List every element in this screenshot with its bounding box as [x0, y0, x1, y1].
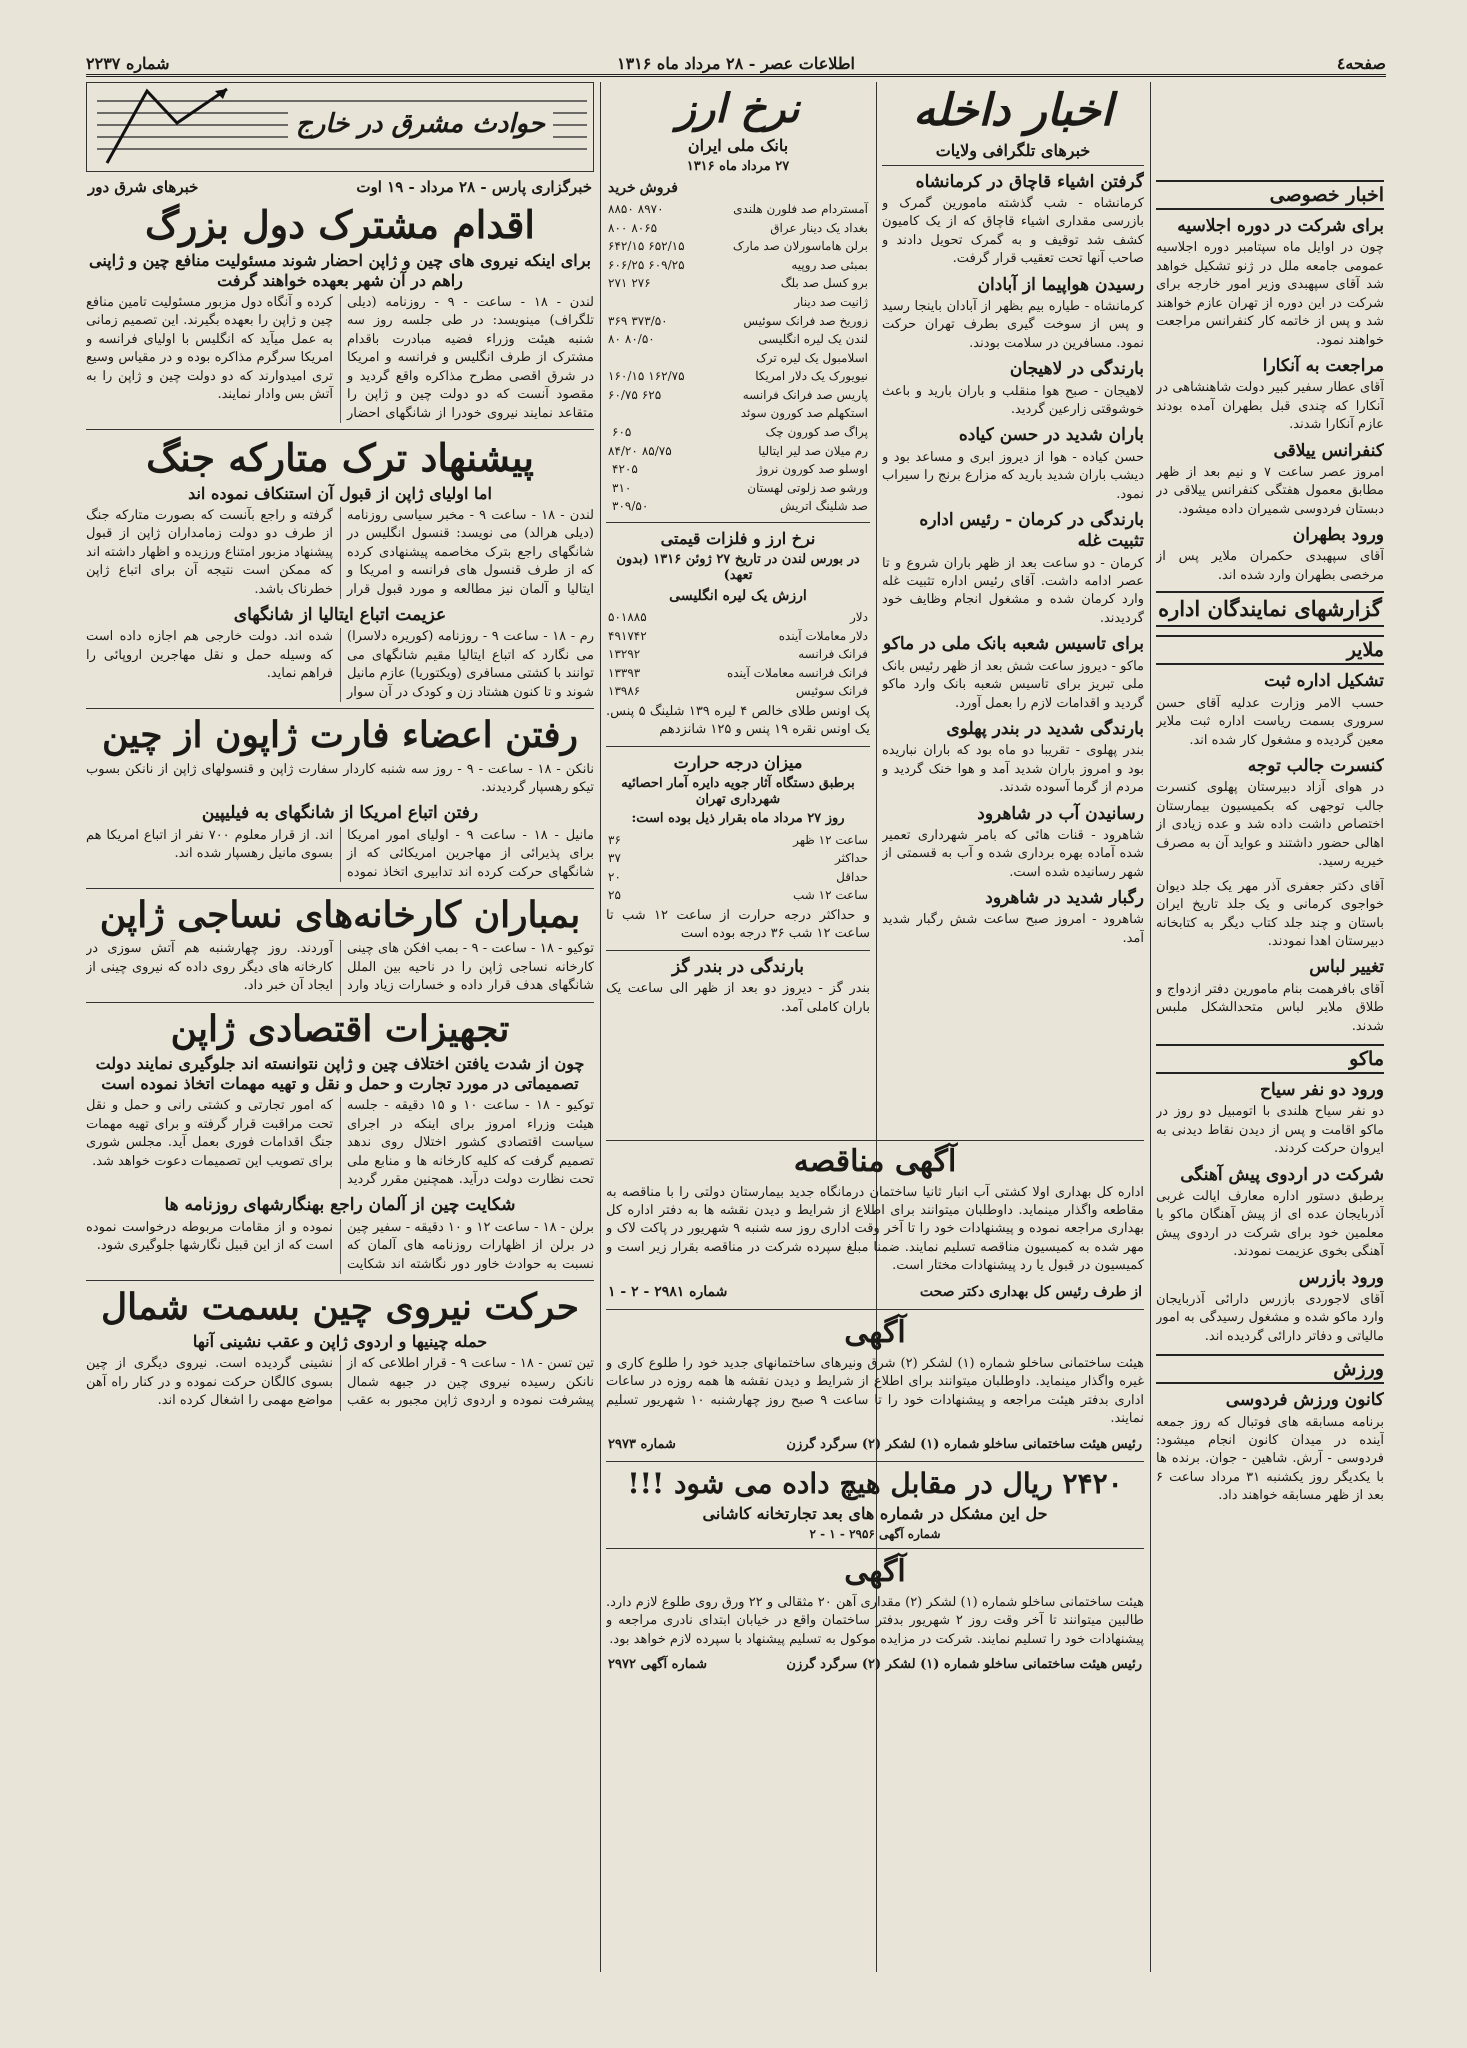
foreign-logo-text: حوادث مشرق در خارج	[288, 109, 553, 139]
table-cell: ۶۲۵	[641, 387, 662, 402]
table-cell: فرانک فرانسه	[798, 647, 868, 662]
headline: کانون ورزش فردوسی	[1225, 1390, 1384, 1411]
table-cell: برلن هاماسورلان صد مارک	[732, 239, 868, 254]
table-row	[606, 849, 870, 868]
table-row	[606, 423, 870, 442]
domestic-title: اخبار داخله	[913, 85, 1113, 136]
headline: رگبار شدید در شاهرود	[985, 888, 1144, 909]
table-cell: ۳۶	[608, 832, 621, 847]
table-cell: ۶۰/۷۵	[608, 387, 638, 402]
subheadline: اما اولیای ژاپن از قبول آن استنکاف نموده اند	[188, 483, 492, 503]
table-cell: ۴۹۱۷۴۲	[608, 628, 647, 643]
ad-banner-sub: حل این مشکل در شماره های بعد تجارتخانه کاشانی	[702, 1504, 1048, 1524]
table-cell: ۶۰۹/۲۵	[648, 257, 685, 272]
article-body: آقای بافرهمت بنام مامورین دفتر ازدواج و طلاق ملایر لباس متحدالشکل ملبس شدند.	[1156, 981, 1384, 1034]
weather-table	[606, 831, 870, 905]
table-row	[606, 404, 870, 423]
table-cell: ۸۰	[608, 332, 621, 347]
table-cell: دلار	[850, 610, 868, 625]
ad-2-footer	[606, 1435, 1144, 1455]
article-body: در هوای آزاد دبیرستان پهلوی کنسرت جالب توجهی که بکمیسیون بیمارستان اختصاص داشت داده شد و عده زیادی از اهالی حضور داشتند و عواید آن به مصرف خیریه رسید.	[1156, 780, 1384, 870]
subheadline: برای اینکه نیروی های چین و ژاپن احضار شوند مسئولیت منافع چین و ژاپنی راهم در آن شهر بعهده خواهند گرفت	[89, 250, 591, 290]
weather-note: و حداکثر درجه حرارت از ساعت ۱۲ شب تا ساعت ۱۲ شب ۳۶ درجه بوده است	[606, 908, 870, 942]
headline: کنسرت جالب توجه	[1247, 756, 1384, 777]
col-sell: فروش	[639, 180, 678, 197]
headline-bombing: بمباران کارخانه‌های نساجی ژاپن	[99, 894, 581, 937]
table-cell: ۸۵/۷۵	[641, 443, 672, 458]
article-body: آقای دکتر جعفری آذر مهر یک جلد دیوان خواجوی کرمانی و یک جلد تاریخ ایران باستان و چند جلد کتاب دیگر به کتابخانه دبیرستان اهدا نمودند.	[1156, 878, 1384, 949]
table-row	[606, 200, 870, 219]
column-domestic	[882, 82, 1144, 1132]
table-cell: ۲۵	[608, 888, 621, 903]
headline: باران شدید در حسن کیاده	[958, 425, 1144, 446]
agency: خبرگزاری پارس - ۲۸ مرداد - ۱۹ اوت	[356, 178, 592, 196]
table-row	[606, 645, 870, 664]
section-correspondents: گزارشهای نمایندگان اداره	[1156, 591, 1384, 627]
foreign-news-logo	[86, 82, 594, 172]
column-foreign	[86, 82, 594, 1972]
article-body: لندن - ۱۸ - ساعت - ۹ - روزنامه (دیلی تلگراف) مینویسد: در طی جلسه روز سه شنبه هیئت وزراء فضیه مبادرت باقدام مشترک از طرف انگلیس و فرانسه و امریکا در شرق اقصی مطرح مذاکره واقع گردید و مقصود آنست که دو دولت چین و ژاپن را متقاعد نمایند نیروی خودرا از شانگهای احضار کرده و آنگاه دول مزبور مسئولیت تامین منافع چین و ژاپن را بعهده بگیرند. این تصمیم زمانی به عمل میآید که انگلیس با اولیای فرانسه و امریکا سرگرم مذاکره بوده و در مقیاس وسیع تری امیدوارند که دو دولت چین و ژاپن را به آتش بس وادار نمایند.	[86, 294, 594, 421]
table-cell: ۶۰۵	[612, 425, 632, 440]
table-row	[606, 237, 870, 256]
table-cell: زوریخ صد فرانک سوئیس	[743, 313, 868, 328]
article-body: برلن - ۱۸ - ساعت ۱۲ و ۱۰ دقیقه - سفیر چین در برلن از اظهارات روزنامه های آلمان که نسبت به حوادث خاور دور نگاشته اند شکایت نموده و از مقامات مربوطه درخواست نموده است که از این قبیل نگارشها جلوگیری شود.	[86, 1219, 594, 1272]
ad-3-footer	[606, 1655, 1144, 1675]
headline-economic: تجهیزات اقتصادی ژاپن	[170, 1007, 510, 1050]
table-cell: ۱۶۲/۷۵	[648, 369, 685, 384]
article-body: بندر پهلوی - تقریبا دو ماه بود که باران نباریده بود و امروز باران شدید آمد و هوا خنک گردید و مردم از گرما آسوده شدند.	[882, 743, 1144, 796]
masthead-date: اطلاعات عصر - ۲۸ مرداد ماه ۱۳۱۶	[616, 54, 855, 73]
table-cell: ۲۷۶	[631, 276, 651, 291]
table-row	[606, 682, 870, 701]
table-row	[606, 627, 870, 646]
table-cell	[606, 404, 610, 423]
column-right	[1156, 82, 1384, 1972]
ad-tender-number: شماره ۲۹۸۱ - ۲ - ۱	[608, 1283, 728, 1300]
table-cell: ۸۸۵۰	[608, 201, 634, 216]
subheadline: حمله چینیها و اردوی ژاپن و عقب نشینی آنها	[192, 1332, 488, 1352]
weather-subtitle: برطبق دستگاه آثار جویه دایره آمار احصائیه شهرداری تهران	[621, 775, 855, 808]
masthead	[86, 54, 1386, 77]
section-maku: ماکو	[1156, 1044, 1384, 1074]
table-row	[606, 460, 870, 479]
table-cell: ۱۳۹۸۶	[608, 684, 641, 699]
metals-note: پک اونس طلای خالص ۴ لیره ۱۳۹ شلینگ ۵ پنس. یک اونس نقره ۱۹ پنس و ۱۲۵ شانزدهم	[606, 704, 870, 738]
headline: گرفتن اشیاء قاچاق در کرمانشاه	[915, 171, 1144, 192]
article-body: توکیو - ۱۸ - ساعت - ۹ - بمب افکن های چینی کارخانه نساجی ژاپن را در ناحیه بین الملل شانگهای هدف قرار داده و خسارات زیاد وارد آوردند. روز چهارشنبه هم آتش سوزی در کارخانه های دیگر روی داده که نیروی چینی از ایجاد آن خبر داد.	[86, 941, 594, 994]
article-body: چون در اوایل ماه سپتامبر دوره اجلاسیه عمومی جامعه ملل در ژنو تشکیل خواهد شد آقای سپهبدی وزیر امور خارجه برای شرکت در این دوره از تهران عازم خواهند شد و پس از خاتمه کار کنفرانس مراجعت خواهند نمود.	[1156, 240, 1384, 348]
headline: شرکت در اردوی پیش آهنگی	[1180, 1164, 1384, 1185]
table-cell: صد شلینگ اتریش	[779, 499, 868, 514]
far-east-banner: خبرهای شرق دور	[88, 178, 199, 196]
headline: ورود بطهران	[1292, 525, 1384, 546]
headline: ورود بازرس	[1298, 1267, 1384, 1288]
table-cell	[606, 293, 610, 312]
table-cell: ساعت ۱۲ ظهر	[793, 832, 868, 847]
issue-number: شماره ۲۲۳۷	[86, 54, 170, 73]
section-malayer: ملایر	[1156, 635, 1384, 665]
ads-area	[606, 1140, 1144, 1973]
table-cell: بمبئی صد روپیه	[791, 257, 868, 272]
currency-table	[606, 200, 870, 516]
table-cell: لندن یک لیره انگلیسی	[758, 332, 868, 347]
headline: بارندگی شدید در بندر پهلوی	[946, 718, 1144, 739]
weather-title: میزان درجه حرارت	[673, 752, 803, 772]
table-row	[606, 886, 870, 905]
table-cell	[606, 479, 610, 498]
table-cell: ۱۳۳۹۳	[608, 665, 641, 680]
article-body: ماکو - دیروز ساعت شش بعد از ظهر رئیس بانک ملی تبریز برای تاسیس شعبه بانک وارد ماکو گردید و اقدامات لازم را بعمل آورد.	[882, 658, 1144, 711]
table-cell	[610, 293, 614, 312]
article-body: شاهرود - امروز صبح ساعت شش رگبار شدید آمد.	[882, 912, 1144, 946]
ad-2-sign: رئیس هیئت ساختمانی ساخلو شماره (۱) لشکر (۲) سرگرد گرزن	[786, 1436, 1142, 1452]
table-cell: ۶۴۲/۱۵	[608, 239, 645, 254]
table-cell	[606, 423, 610, 442]
table-cell: ورشو صد زلوتی لهستان	[747, 480, 868, 495]
table-cell: ساعت ۱۲ شب	[792, 888, 868, 903]
headline: رسیدن هواپیما از آبادان	[977, 274, 1144, 295]
column-rule	[600, 82, 601, 1972]
table-cell: پراگ صد کورون چک	[765, 425, 868, 440]
article-body: حسب الامر وزارت عدلیه آقای حسن سروری بسمت ریاست اداره ثبت ملایر معین گردیده و مشغول کار شده اند.	[1156, 695, 1384, 748]
table-cell: اسلامبول یک لیره ترک	[756, 350, 868, 365]
headline-joint-action: اقدام مشترک دول بزرگ	[145, 202, 535, 248]
ad-2-title: آگهی	[844, 1315, 906, 1351]
table-cell: بغداد یک دینار عراق	[770, 220, 868, 235]
ad-tender-body: اداره کل بهداری اولا کشتی آب انبار ثانیا ساختمان درمانگاه جدید بیمارستان دولتی را با مناقصه به مقاطعه واگذار مینماید. داوطلبان میتوانند برای اطلاع از شرایط و دیدن نقشه ها به دفتر اداره کل بهداری مراجعه نموده و پیشنهادات خود را تا آخر وقت اداری روز سه شنبه ۹ شهریور در پاکت لاک و مهر شده به کمیسیون مناقصه تسلیم نمایند. ضمنا مبلغ سپرده شرکت در مناقصه بقرار زیر است و کمیسیون در قبول یا رد پیشنهادات مختار است.	[606, 1184, 1144, 1274]
rain-title: بارندگی در بندر گز	[671, 956, 805, 977]
subheadline: چون از شدت یافتن اختلاف چین و ژاپن نتوانسته اند جلوگیری نمایند دولت تصمیماتی در مورد تجارت و حمل و نقل و تهیه مهمات اتخاذ نموده است	[95, 1054, 585, 1094]
headline: تغییر لباس	[1309, 957, 1384, 978]
table-cell: حداکثر	[834, 851, 868, 866]
table-row	[606, 442, 870, 461]
article-body: دو نفر سیاح هلندی با اتومبیل دو روز در ماکو اقامت و پس از دیدن نقاط دیدنی به ایروان حرکت کردند.	[1156, 1104, 1384, 1157]
table-cell: ۳۰۹/۵۰	[612, 499, 649, 514]
ad-3-number: شماره آگهی ۲۹۷۲	[608, 1656, 708, 1672]
headline: ورود دو نفر سیاح	[1260, 1080, 1384, 1101]
table-row	[606, 664, 870, 683]
article-body: کرمانشاه - شب گذشته مامورین گمرک و بازرسی مقداری اشیاء قاچاق که از یک کامیون کشف شد توقیف و به گمرک تحویل دادند و صاحب آنها تحت تعقیب قرار گرفت.	[882, 195, 1144, 267]
article-body: نانکن - ۱۸ - ساعت - ۹ - روز سه شنبه کاردار سفارت ژاپن و قنسولهای ژاپن از نانکن بسوب تیکو رهسپار گردیدند.	[86, 761, 594, 795]
article-body: شاهرود - قنات هائی که بامر شهرداری تعمیر شده آماده بهره برداری شده و آب به قسمتی از شهر رسانیده شده است.	[882, 827, 1144, 880]
section-private-news: اخبار خصوصی	[1156, 180, 1384, 210]
table-row	[606, 497, 870, 516]
headline-embassy: رفتن اعضاء فارت ژاپون از چین	[102, 714, 578, 757]
article-body: برطبق دستور اداره معارف ایالت غربی آذربایجان عده ای از پیش آهنگان ماکو با معلمین خود برای شرکت در اردوی پیش آهنگی بخوی عزیمت نمودند.	[1156, 1188, 1384, 1260]
ad-banner-number: شماره آگهی ۲۹۵۶ - ۱ - ۲	[809, 1527, 941, 1542]
table-cell: ۱۳۲۹۲	[608, 647, 641, 662]
article-body: مانیل - ۱۸ - ساعت ۹ - اولیای امور امریکا برای پذیرائی از مهاجرین امریکائی که از شانگهای حرکت کرده اند تدابیری اتخاذ نموده اند. از قرار معلوم ۷۰۰ نفر از اتباع امریکا هم بسوی مانیل رهسپار شده اند.	[86, 827, 594, 880]
table-cell: ۳۱۰	[612, 480, 632, 495]
ad-3-sign: رئیس هیئت ساختمانی ساخلو شماره (۱) لشکر (۲) سرگرد گرزن	[786, 1656, 1142, 1672]
table-cell: ۶۵۲/۱۵	[648, 239, 685, 254]
table-row	[606, 386, 870, 405]
table-cell: ۸۹۷۰	[637, 201, 664, 216]
ad-tender-sign: از طرف رئیس کل بهداری دکتر صحت	[919, 1283, 1142, 1300]
table-cell: ۲۰	[608, 869, 621, 884]
table-cell	[610, 404, 614, 423]
headline: برای شرکت در دوره اجلاسیه	[1177, 216, 1384, 236]
currency-date: ۲۷ مرداد ماه ۱۳۱۶	[686, 159, 790, 174]
headline: بارندگی در لاهیجان	[1009, 359, 1144, 380]
article-body: کرمان - دو ساعت بعد از ظهر باران شروع و تا عصر ادامه داشت. آقای رئیس اداره تثبیت غله وارد کرمان شده و مشغول انجام وظایف خود گردیدند.	[882, 555, 1144, 626]
table-row	[606, 868, 870, 887]
table-row	[606, 274, 870, 293]
headline: رسانیدن آب در شاهرود	[977, 803, 1144, 824]
column-currency	[606, 82, 870, 1132]
table-cell: ۸۰۶۵	[631, 220, 658, 235]
article-body: برنامه مسابقه های فوتبال که روز جمعه آینده در میدان کانون انجام میشود: فردوسی - آرش. شاهین - جوان. برنده ها با یکدیگر روز یکشنبه ۳۱ مرداد ساعت ۶ بعد از ظهر مسابقه خواهند داد.	[1156, 1414, 1384, 1504]
col-buy: خرید	[608, 180, 636, 197]
table-cell: دلار معاملات آینده	[778, 628, 868, 643]
headline: رفتن اتباع امریکا از شانگهای به فیلیپین	[201, 803, 479, 824]
table-cell: پاریس صد فرانک فرانسه	[742, 387, 868, 402]
headline: تشکیل اداره ثبت	[1264, 671, 1384, 692]
table-row	[606, 831, 870, 850]
table-cell	[606, 349, 610, 368]
table-cell	[610, 349, 614, 368]
domestic-subtitle: خبرهای تلگرافی ولایات	[882, 141, 1144, 166]
article-body: لندن - ۱۸ - ساعت ۹ - مخبر سیاسی روزنامه (دیلی هرالد) می نویسد: قنسول انگلیس در شانگهای راجع بترک مخاصمه پیشنهادی کرده که از طرف قنسول های فرانسه و امریکا و ایتالیا و آلمان نیز مطالعه و مورد قبول قرار گرفته و راجع بآنست که بصورت متارکه جنگ از طرف دو دولت زمامداران ژاپن از قبول پیشنهاد مزبور امتناع ورزیده و اظهار داشته اند که ممکن است نتیجه آن برای اتباع ژاپن خطرناک باشد.	[86, 507, 594, 597]
table-cell: نیویورک یک دلار امریکا	[755, 369, 868, 384]
column-rule	[1150, 82, 1151, 1972]
article-body: تین تسن - ۱۸ - ساعت ۹ - قرار اطلاعی که از نانکن رسیده نیروی چین در جبهه شمال پیشرفت نموده و اردوی ژاپن مجبور به عقب نشینی گردیده است. نیروی دیگری از چین بسوی کالگان حرکت نموده و در کنار راه آهن مواضع مهمی را اشغال کرده اند.	[86, 1356, 594, 1409]
ad-2-body: هیئت ساختمانی ساخلو شماره (۱) لشکر (۲) شرق ونیرهای ساختمانهای جدید خود را طلوع کاری و غیره واگذار مینماید. داوطلبان میتوانند برای اطلاع از شرایط و دیدن نقشه ها همه روزه در ساعات اداری بدفتر هیئت مراجعه و پیشنهادات خود را تا ساعت ۹ صبح روز چهارشنبه ۱۰ شهریور تسلیم نمایند.	[606, 1355, 1144, 1427]
headline-north: حرکت نیروی چین بسمت شمال	[101, 1286, 579, 1329]
table-cell: اوسلو صد کورون نروژ	[756, 462, 868, 477]
table-cell: ۵۰۱۸۸۵	[608, 610, 647, 625]
article-body: آقای عطار سفیر کبیر دولت شاهنشاهی در آنکارا که چندی قبل بطهران آمده بودند عازم آنکارا شدند.	[1156, 380, 1384, 433]
table-row	[606, 312, 870, 331]
ad-3-body: هیئت ساختمانی ساخلو شماره (۱) لشکر (۲) مقداری آهن ۲۰ مثقالی و ۲۲ ورق روی طلوع لازم دارد. طالبین میتوانند تا آخر وقت روز ۲ شهریور بدفتر ساختمان واقع در خیابان ابتدای نادری مراجعه و پیشنهادات خود را تسلیم نمایند. شرکت در مزایده موکول به تسلیم پیشنهاد با سپرده لازم خواهد بود.	[606, 1594, 1144, 1647]
ad-tender-footer	[606, 1282, 1144, 1304]
headline: کنفرانس ییلاقی	[1273, 440, 1384, 461]
headline: برای تاسیس شعبه بانک ملی در ماکو	[882, 634, 1144, 655]
table-cell: فرانک فرانسه معاملات آینده	[726, 665, 868, 680]
table-cell	[606, 497, 610, 516]
table-row	[606, 293, 870, 312]
table-cell: استکهلم صد کورون سوئد	[740, 406, 868, 421]
ad-3-title: آگهی	[844, 1554, 906, 1590]
table-cell: ۸۰۰	[608, 220, 628, 235]
rain-body: بندر گز - دیروز دو بعد از ظهر الی ساعت یک باران کاملی آمد.	[606, 981, 870, 1015]
table-cell: ۴۲۰۵	[612, 462, 638, 477]
article-body: توکیو - ۱۸ - ساعت ۱۰ و ۱۵ دقیقه - جلسه هیئت وزراء امروز برای اینکه در اجرای سیاست اقتصادی کشور اختلال روی ندهد تصمیم گرفت که کلیه کارخانه ها و منابع ملی تحت نظارت دولت درآید. همچنین مقرر گردید که امور تجارتی و کشتی رانی و حمل و نقل تحت مراقبت قرار گرفته و برای تهیه مهمات جنگ اقدامات فوری بعمل آید. مجلس شوری برای تصویب این تصمیمات دعوت خواهد شد.	[86, 1098, 594, 1187]
table-cell: برو کسل صد بلگ	[780, 276, 868, 291]
table-row	[606, 479, 870, 498]
agency-line	[86, 176, 594, 199]
article-body: لاهیجان - صبح هوا منقلب و باران بارید و باعث خوشوقتی زارعین گردید.	[882, 383, 1144, 417]
article-body: کرمانشاه - طیاره بیم بظهر از آبادان باینجا رسید و پس از سوخت گیری بطرف تهران حرکت نمود. مسافرین در سلامت بودند.	[882, 298, 1144, 351]
ad-tender-title: آگهی مناقصه	[793, 1144, 957, 1179]
metals-table	[606, 608, 870, 701]
currency-bank: بانک ملی ایران	[687, 136, 789, 155]
table-cell: ۲۷۱	[608, 276, 628, 291]
table-cell: ۶۰۶/۲۵	[608, 257, 645, 272]
article-body: حسن کیاده - هوا از دیروز ابری و مساعد بود و دیشب باران شدید بارید که مزارع برنج را سیراب نمود.	[882, 449, 1144, 502]
table-cell: آمستردام صد فلورن هلندی	[733, 201, 868, 216]
table-cell: ۸۴/۲۰	[608, 443, 638, 458]
section-sports: ورزش	[1156, 1354, 1384, 1384]
currency-title: نرخ ارز	[676, 85, 800, 132]
headline-ceasefire: پیشنهاد ترک متارکه جنگ	[146, 435, 534, 481]
headline: عزیمت اتباع ایتالیا از شانگهای	[233, 605, 447, 626]
table-cell: فرانک سوئیس	[795, 684, 868, 699]
table-cell	[606, 460, 610, 479]
metals-heading: ارزش یک لیره انگلیسی	[669, 587, 807, 604]
ad-2-number: شماره ۲۹۷۳	[608, 1436, 676, 1452]
table-cell: ۳۷۳/۵۰	[631, 313, 668, 328]
table-row	[606, 608, 870, 627]
ad-banner: ۲۴۲۰ ریال در مقابل هیچ داده می شود !!!	[627, 1466, 1123, 1500]
headline: شکایت چین از آلمان راجع بهنگارشهای روزنامه ها	[164, 1195, 516, 1216]
headline: مراجعت به آنکارا	[1262, 355, 1384, 376]
table-cell: ۳۶۹	[608, 313, 628, 328]
table-cell: ۳۷	[608, 851, 621, 866]
weather-date: روز ۲۷ مرداد ماه بقرار ذیل بوده است:	[631, 811, 845, 827]
table-row	[606, 330, 870, 349]
table-row	[606, 219, 870, 238]
article-body: رم - ۱۸ - ساعت ۹ - روزنامه (کوریره دلاسرا) می نگارد که اتباع ایتالیا مقیم شانگهای می توانند با کشتی مسافری (ویکتوریا) عازم مانیل شوند و تا کنون هشتاد زن و کودک در آن سوار شده اند. دولت خارجی هم اجازه داده است که وسیله حمل و نقل مهاجرین اروپائی را فراهم نماید.	[86, 629, 594, 700]
page-label: صفحه٤	[1336, 54, 1386, 73]
article-body: آقای لاجوردی بازرس دارائی آذربایجان وارد ماکو شده و مشغول رسیدگی به امور مالیاتی و دفاتر دارائی گردیده اند.	[1156, 1291, 1384, 1344]
article-body: امروز عصر ساعت ۷ و نیم بعد از ظهر مطابق معمول هفتگی کنفرانس ییلاقی در دبستان فردوسی شمیران داده میشود.	[1156, 464, 1384, 517]
metals-title: نرخ ارز و فلزات قیمتی	[660, 529, 816, 549]
table-cell: ژانیت صد دینار	[794, 294, 868, 309]
table-row	[606, 256, 870, 275]
article-body: آقای سپهبدی حکمران ملایر پس از مرخصی بطهران وارد شده اند.	[1156, 549, 1384, 583]
table-cell: رم میلان صد لیر ایتالیا	[758, 443, 868, 458]
headline: بارندگی در کرمان - رئیس اداره تثبیت غله	[919, 510, 1144, 552]
table-cell: ۸۰/۵۰	[624, 332, 655, 347]
table-row	[606, 349, 870, 368]
currency-table-header	[606, 178, 870, 200]
table-row	[606, 367, 870, 386]
table-cell: حداقل	[836, 869, 868, 884]
metals-subtitle: در بورس لندن در تاریخ ۲۷ ژوئن ۱۳۱۶ (بدون تعهد)	[616, 552, 860, 584]
table-cell: ۱۶۰/۱۵	[608, 369, 645, 384]
